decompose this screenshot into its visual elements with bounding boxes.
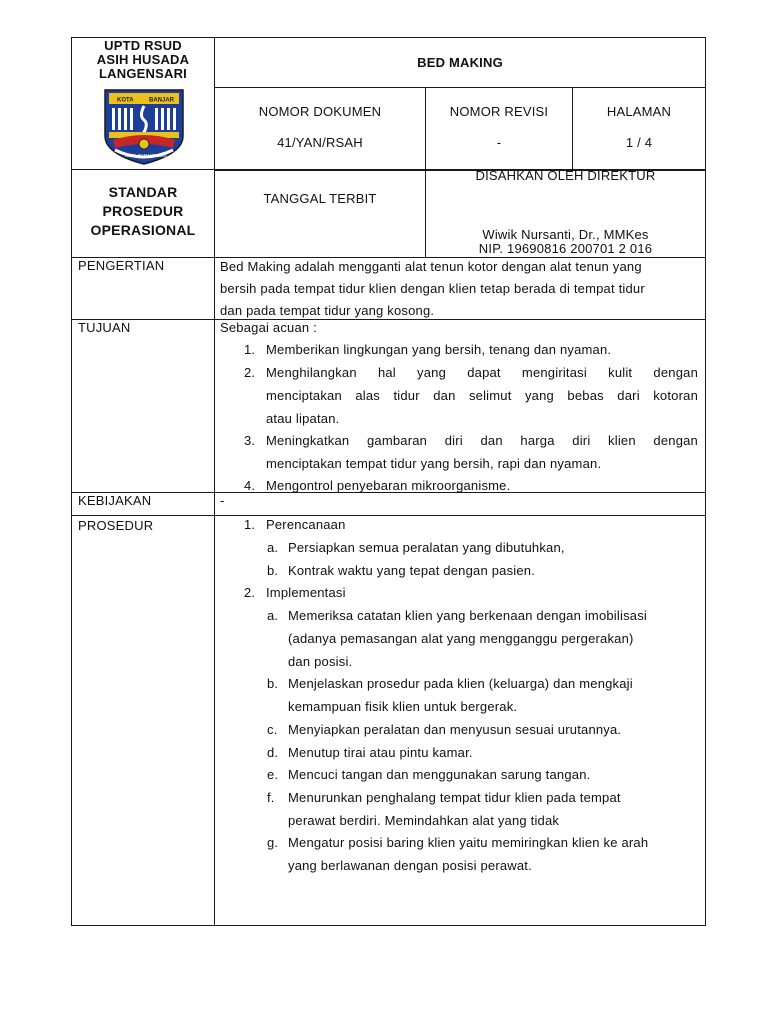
tujuan-item-number: 4. (244, 478, 256, 493)
prosedur-step-line: dan posisi. (288, 654, 353, 669)
prosedur-section-title: Perencanaan (266, 517, 346, 532)
emblem-top-text-left: KOTA (117, 97, 134, 104)
pengertian-line: dan pada tempat tidur yang kosong. (220, 303, 435, 318)
prosedur-step-line: Menjelaskan prosedur pada klien (keluarga) dan mengkaji (288, 676, 633, 691)
org-name-line1: UPTD RSUD (104, 38, 182, 53)
revision-label: NOMOR REVISI (449, 104, 549, 119)
prosedur-step-letter: a. (267, 608, 279, 623)
prosedur-step-letter: f. (267, 790, 275, 805)
prosedur-step-line: perawat berdiri. Memindahkan alat yang tidak (288, 813, 560, 828)
director-nip: NIP. 19690816 200701 2 016 (478, 241, 653, 256)
kebijakan-body-cell (214, 492, 706, 516)
prosedur-step-letter: g. (267, 835, 279, 850)
sop-document (71, 37, 706, 926)
prosedur-step-line: Mengatur posisi baring klien yaitu memiringkan klien ke arah (288, 835, 649, 850)
tujuan-item-line: menciptakan tempat tidur yang bersih, rapi dan nyaman. (266, 456, 602, 471)
org-name-line2: ASIH HUSADA (96, 52, 190, 67)
prosedur-step-letter: b. (267, 676, 279, 691)
prosedur-step-line: yang berlawanan dengan posisi perawat. (288, 858, 532, 873)
tujuan-item-line: Menghilangkan hal yang dapat mengiritasi kulit dengan (266, 365, 698, 380)
doc-number-value: 41/YAN/RSAH (277, 135, 363, 150)
prosedur-step-letter: b. (267, 563, 279, 578)
sop-cell (71, 169, 215, 258)
tujuan-item-line: Meningkatkan gambaran diri dan harga diri klien dengan (266, 433, 698, 448)
issued-date-cell (214, 169, 426, 258)
emblem-top-text-right: BANJAR (149, 97, 175, 104)
kebijakan-value: - (220, 493, 225, 508)
prosedur-step-letter: e. (267, 767, 279, 782)
pengertian-line: bersih pada tempat tidur klien dengan klien tetap berada di tempat tidur (220, 281, 645, 296)
prosedur-section-title: Implementasi (266, 585, 346, 600)
tujuan-label-cell (71, 319, 215, 493)
prosedur-step-line: Mencuci tangan dan menggunakan sarung tangan. (288, 767, 591, 782)
document-title: BED MAKING (417, 55, 503, 70)
prosedur-section-number: 1. (244, 517, 256, 532)
tujuan-body-cell (214, 319, 706, 493)
tujuan-intro: Sebagai acuan : (220, 320, 317, 335)
tujuan-item-number: 3. (244, 433, 256, 448)
kota-banjar-emblem (103, 88, 185, 166)
doc-number-label: NOMOR DOKUMEN (258, 104, 382, 119)
tujuan-item-number: 1. (244, 342, 256, 357)
prosedur-step-line: kemampuan fisik klien untuk bergerak. (288, 699, 518, 714)
title-cell (214, 37, 706, 88)
prosedur-step-letter: a. (267, 540, 279, 555)
prosedur-step-line: Kontrak waktu yang tepat dengan pasien. (288, 563, 536, 578)
pengertian-label: PENGERTIAN (78, 258, 165, 273)
prosedur-step-letter: c. (267, 722, 278, 737)
tujuan-item-number: 2. (244, 365, 256, 380)
sop-line3: OPERASIONAL (90, 222, 196, 238)
prosedur-step-line: Menurunkan penghalang tempat tidur klien pada tempat (288, 790, 621, 805)
page-label: HALAMAN (606, 104, 672, 119)
prosedur-step-line: (adanya pemasangan alat yang mengganggu pergerakan) (288, 631, 634, 646)
tujuan-label: TUJUAN (78, 320, 131, 335)
doc-number-cell (214, 87, 426, 171)
page-value: 1 / 4 (625, 135, 653, 150)
director-name: Wiwik Nursanti, Dr., MMKes (482, 227, 649, 242)
approval-cell (425, 169, 706, 258)
prosedur-step-letter: d. (267, 745, 279, 760)
tujuan-item-line: Memberikan lingkungan yang bersih, tenang dan nyaman. (266, 342, 612, 357)
tujuan-item-line: menciptakan alas tidur dan selimut yang bebas dari kotoran (266, 388, 698, 403)
emblem-bottom-text: KOTA BANJAR 2002 (125, 153, 167, 158)
prosedur-label-cell (71, 515, 215, 926)
org-logo-cell (71, 37, 215, 170)
issued-date-label: TANGGAL TERBIT (263, 191, 377, 206)
kebijakan-label: KEBIJAKAN (78, 493, 152, 508)
prosedur-step-line: Menutup tirai atau pintu kamar. (288, 745, 473, 760)
org-name-line3: LANGENSARI (99, 66, 187, 81)
prosedur-body-cell (214, 515, 706, 926)
prosedur-label: PROSEDUR (78, 518, 154, 533)
page-cell (572, 87, 706, 171)
approval-label: DISAHKAN OLEH DIREKTUR (475, 168, 656, 183)
prosedur-section-number: 2. (244, 585, 256, 600)
pengertian-line: Bed Making adalah mengganti alat tenun kotor dengan alat tenun yang (220, 259, 642, 274)
tujuan-item-line: Mengontrol penyebaran mikroorganisme. (266, 478, 511, 493)
prosedur-step-line: Menyiapkan peralatan dan menyusun sesuai urutannya. (288, 722, 622, 737)
tujuan-item-line: atau lipatan. (266, 411, 340, 426)
revision-value: - (496, 135, 502, 150)
pengertian-body-cell (214, 257, 706, 320)
prosedur-step-line: Persiapkan semua peralatan yang dibutuhkan, (288, 540, 565, 555)
pengertian-label-cell (71, 257, 215, 320)
sop-line1: STANDAR (108, 184, 178, 200)
prosedur-step-line: Memeriksa catatan klien yang berkenaan dengan imobilisasi (288, 608, 647, 623)
kebijakan-label-cell (71, 492, 215, 516)
revision-cell (425, 87, 573, 171)
sop-line2: PROSEDUR (102, 203, 184, 219)
